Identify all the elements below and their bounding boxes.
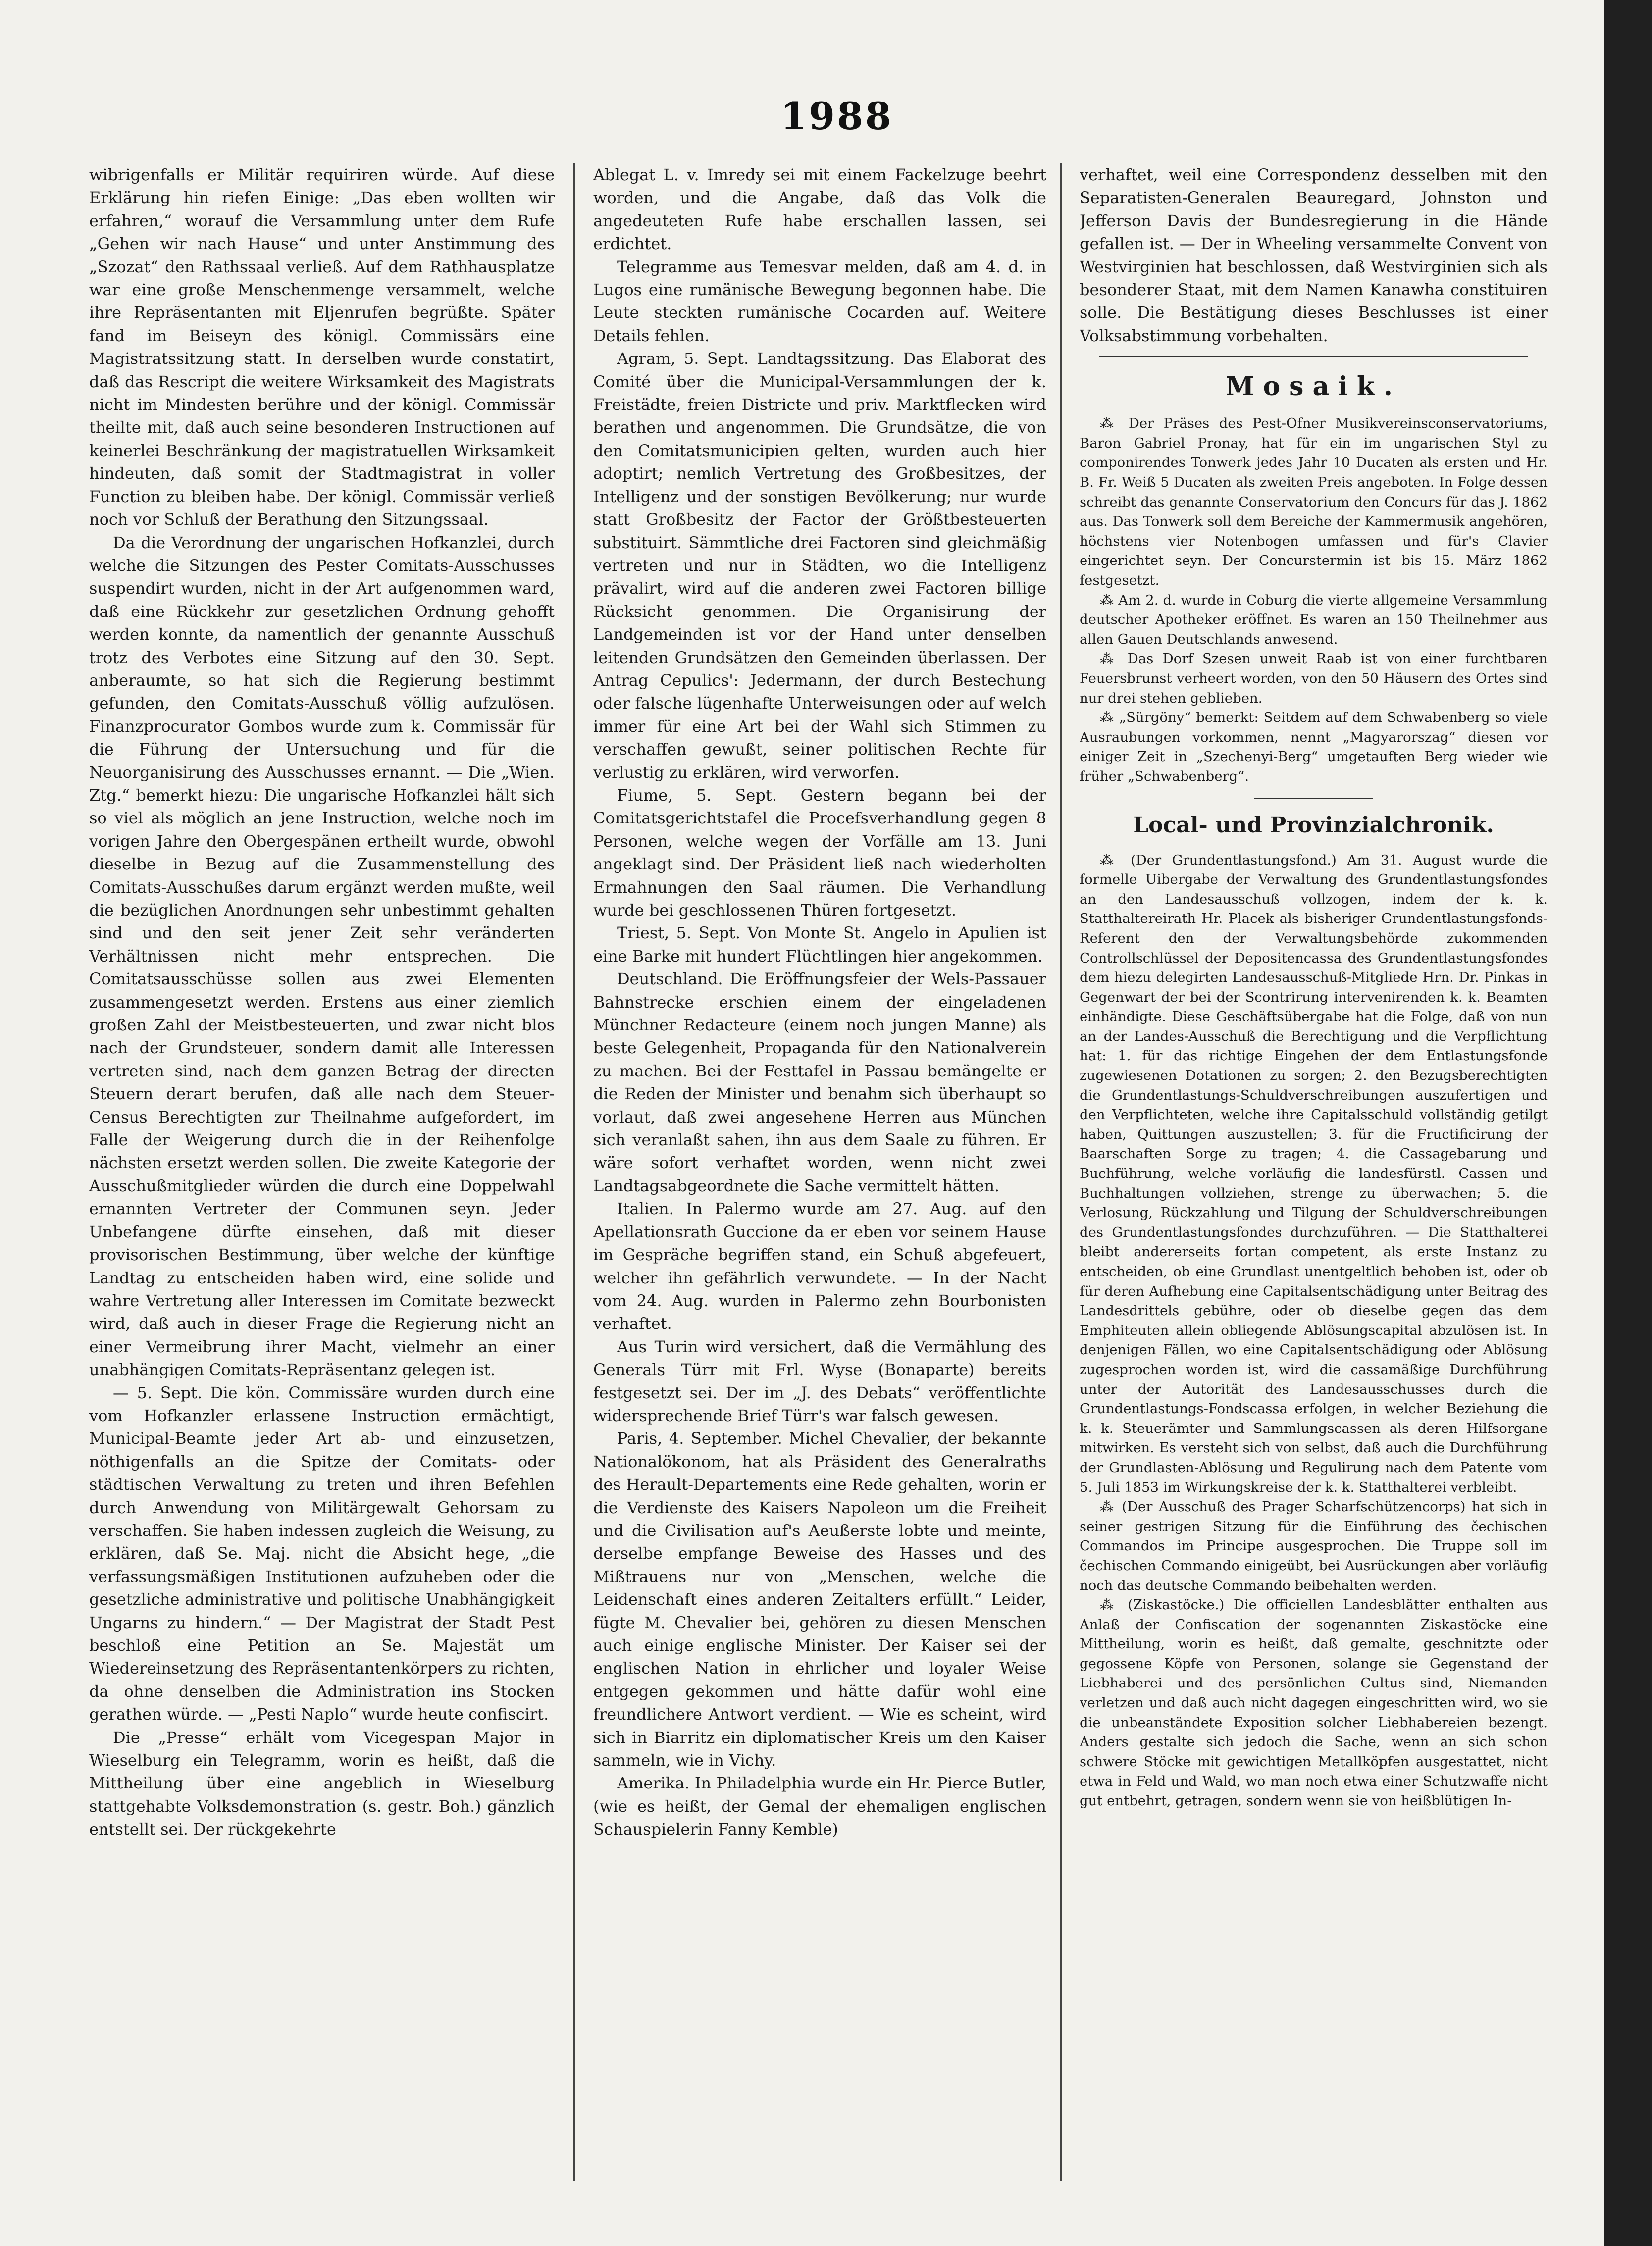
paragraph: verhaftet, weil eine Correspondenz desselben mit den Separatisten-Generalen Beauregard, Johnston und Jefferson Davis der Bundesregierung in die Hände gefallen ist. — Der in Wheeling versammelte Convent von Westvirginien hat beschlossen, daß Westvirginien sich als besonderer Staat, mit dem Namen Kanawha constituiren solle. Die Bestätigung dieses Beschlusses ist einer Volksabstimmung vorbehalten. <box>1080 165 1548 345</box>
paragraph: Da die Verordnung der ungarischen Hofkanzlei, durch welche die Sitzungen des Pester Comitats-Ausschusses suspendirt wurden, nicht in der Art aufgenommen ward, daß eine Rückkehr zur gesetzlichen Ordnung gehofft werden konnte, da namentlich der genannte Ausschuß trotz des Verbotes eine Sitzung auf den 30. Sept. anberaumte, so hat sich die Regierung bestimmt gefunden, den Comitats-Ausschuß völlig aufzulösen. Finanzprocurator Gombos wurde zum k. Commissär für die Führung der Untersuchung und für die Neuorganisirung des Ausschusses ernannt. — Die „Wien. Ztg.“ bemerkt hiezu: Die ungarische Hofkanzlei hält sich so viel als möglich an jene Instruction, welche noch im vorigen Jahre den Obergespänen ertheilt wurde, obwohl dieselbe in Bezug auf die Zusammenstellung des Comitats-Ausschußes darum ergänzt werden mußte, weil die bezüglichen Anordnungen sehr unbestimmt gehalten sind und den seit jener Zeit sehr veränderten Verhältnissen nicht mehr entsprechen. Die Comitatsausschüsse sollen aus zwei Elementen zusammengesetzt werden. Erstens aus einer ziemlich großen Zahl der Meistbesteuerten, und zwar nicht blos nach der Grundsteuer, sondern damit alle Interessen vertreten sind, nach dem ganzen Betrag der directen Steuern derart berufen, daß alle nach dem Steuer-Census Berechtigten zur Theilnahme aufgefordert, im Falle der Weigerung durch die in der Reihenfolge nächsten ersetzt werden sollen. Die zweite Kategorie der Ausschußmitglieder würden die durch eine Doppelwahl ernannten Vertreter der Communen seyn. Jeder Unbefangene dürfte einsehen, daß mit dieser provisorischen Bestimmung, über welche der künftige Landtag zu entscheiden haben wird, eine solide und wahre Vertretung aller Interessen im Comitate bezweckt wird, daß auch in dieser Frage die Regierung nicht an einer Vermeibrung ihrer Macht, vielmehr an einer unabhängigen Comitats-Repräsentanz gelegen ist. <box>89 533 555 1379</box>
news-item: ⁂ Am 2. d. wurde in Coburg die vierte allgemeine Versammlung deutscher Apotheker eröffnet. Es waren an 150 Theilnehmer aus allen Gauen Deutschlands anwesend. <box>1080 592 1548 647</box>
news-item: ⁂ (Der Grundentlastungsfond.) Am 31. August wurde die formelle Uibergabe der Verwaltung des Grundentlastungsfondes an den Landesausschuß vollzogen, indem der k. k. Statthaltereirath Hr. Placek als bisheriger Grundentlastungsfonds-Referent den der Verwaltungsbehörde zukommenden Controllschlüssel der Depositencassa des Grundentlastungsfondes dem hiezu delegirten Landesausschuß-Mitgliede Hrn. Dr. Pinkas in Gegenwart der bei der Scontrirung intervenirenden k. k. Beamten einhändigte. Diese Geschäftsübergabe hat die Folge, daß von nun an der Landes-Ausschuß die Berechtigung und die Verpflichtung hat: 1. für das richtige Eingehen der dem Entlastungsfonde zugewiesenen Dotationen zu sorgen; 2. den Bezugsberechtigten die Grundentlastungs-Schuldverschreibungen auszufertigen und den Verpflichteten, welche ihre Capitalsschuld vollständig getilgt haben, Quittungen auszustellen; 3. für die Fructificirung der Baarschaften Sorge zu tragen; 4. die Cassagebarung und Buchführung, welche vorläufig die landesfürstl. Cassen und Buchhaltungen vollziehen, strenge zu überwachen; 5. die Verlosung, Rückzahlung und Tilgung der Schuldverschreibungen des Grundentlastungsfondes durchzuführen. — Die Statthalterei bleibt andererseits fortan competent, als erste Instanz zu entscheiden, ob eine Grundlast unentgeltlich behoben ist, oder ob für deren Aufhebung eine Capitalsentschädigung unter Beitrag des Landesdrittels gebühre, oder ob dieselbe gegen das dem Emphiteuten allein obliegende Ablösungscapital abzulösen ist. In denjenigen Fällen, wo eine Capitalsentschädigung oder Ablösung zugesprochen worden ist, wird die cassamäßige Durchführung unter der Autorität des Landesausschusses durch die Grundentlastungs-Fondscassa erfolgen, in welcher Beziehung die k. k. Steuerämter und Sammlungscassen als deren Hilfsorgane mitwirken. Es versteht sich von selbst, daß auch die Durchführung der Grundlasten-Ablösung und Regulirung nach dem Patente vom 5. Juli 1853 im Wirkungskreise der k. k. Statthalterei verbleibt. <box>1080 852 1548 1495</box>
page-number: 1988 <box>780 94 893 138</box>
paragraph: Die „Presse“ erhält vom Vicegespan Major in Wieselburg ein Telegramm, worin es heißt, daß die Mittheilung über eine angeblich in Wieselburg stattgehabte Volksdemonstration (s. gestr. Boh.) gänzlich entstellt sei. Der rückgekehrte <box>89 1728 555 1839</box>
column-2 <box>593 163 1046 2184</box>
column-3 <box>1080 163 1548 2184</box>
paragraph: Agram, 5. Sept. Landtagssitzung. Das Elaborat des Comité über die Municipal-Versammlungen der k. Freistädte, freien Districte und priv. Marktflecken wird berathen und angenommen. Die Grundsätze, die von den Comitatsmunicipien gelten, wurden auch hier adoptirt; nemlich Vertretung des Großbesitzes, der Intelligenz und der sonstigen Bevölkerung; nur wurde statt Großbesitz der Factor der Größtbesteuerten substituirt. Sämmtliche drei Factoren sind gleichmäßig vertreten und nur in Städten, wo die Intelligenz prävalirt, wird auf die anderen zwei Factoren billige Rücksicht genommen. Die Organisirung der Landgemeinden ist vor der Hand unter denselben leitenden Grundsätzen den Gemeinden überlassen. Der Antrag Cepulics': Jedermann, der durch Bestechung oder falsche lügenhafte Unterweisungen oder auf welch immer für eine Art bei der Wahl sich Stimmen zu verschaffen gewußt, seiner politischen Rechte für verlustig zu erklären, wird verworfen. <box>593 349 1046 782</box>
paragraph: Paris, 4. September. Michel Chevalier, der bekannte Nationalökonom, hat als Präsident des Generalraths des Herault-Departements eine Rede gehalten, worin er die Verdienste des Kaisers Napoleon um die Freiheit und die Civilisation auf's Aeußerste lobte und meinte, derselbe empfange Beweise des Hasses und des Mißtrauens nur von „Menschen, welche die Leidenschaft eines anderen Zeitalters erfüllt.“ Leider, fügte M. Chevalier bei, gehören zu diesen Menschen auch einige englische Minister. Der Kaiser sei der englischen Nation in ehrlicher und loyaler Weise entgegen gekommen und hätte dafür wohl eine freundlichere Antwort verdient. — Wie es scheint, wird sich in Biarritz ein diplomatischer Kreis um den Kaiser sammeln, wie in Vichy. <box>593 1429 1046 1770</box>
paragraph: Triest, 5. Sept. Von Monte St. Angelo in Apulien ist eine Barke mit hundert Flüchtlingen hier angekommen. <box>593 923 1046 966</box>
mosaik-heading: Mosaik. <box>1225 371 1402 402</box>
mosaik-section <box>1080 414 1548 786</box>
news-item: ⁂ Der Präses des Pest-Ofner Musikvereinsconservatoriums, Baron Gabriel Pronay, hat für ein im ungarischen Styl zu componirendes Tonwerk jedes Jahr 10 Ducaten als ersten und Hr. B. Fr. Weiß 5 Ducaten als zweiten Preis angeboten. In Folge dessen schreibt das genannte Conservatorium den Concurs für das J. 1862 aus. Das Tonwerk soll dem Bereiche der Kammermusik angehören, höchstens vier Notenbogen umfassen und für's Clavier eingerichtet seyn. Der Concurstermin ist bis 15. März 1862 festgesetzt. <box>1080 415 1548 588</box>
paragraph: wibrigenfalls er Militär requiriren würde. Auf diese Erklärung hin riefen Einige: „Das eben wollten wir erfahren,“ worauf die Versammlung unter dem Rufe „Gehen wir nach Hause“ und unter Anstimmung des „Szozat“ den Rathssaal verließ. Auf dem Rathhausplatze war eine große Menschenmenge versammelt, welche ihre Repräsentanten mit Eljenrufen begrüßte. Später fand im Beiseyn des königl. Commissärs eine Magistratssitzung statt. In derselben wurde constatirt, daß das Rescript die weitere Wirksamkeit des Magistrats nicht im Mindesten berühre und der königl. Commissär theilte mit, daß auch seine besonderen Instructionen auf keinerlei Beschränkung der magistratuellen Wirksamkeit hindeuten, daß somit der Stadtmagistrat in voller Function zu bleiben habe. Der königl. Commissär verließ noch vor Schluß der Berathung den Sitzungssaal. <box>89 165 555 529</box>
local-chronicle-heading: Local- und Provinzialchronik. <box>1133 812 1494 838</box>
column-rule <box>573 163 575 2181</box>
news-item: ⁂ (Der Ausschuß des Prager Scharfschützencorps) hat sich in seiner gestrigen Sitzung für die Einführung des čechischen Commandos im Principe ausgesprochen. Die Truppe soll im čechischen Commando einigeübt, bei Ausrückungen aber vorläufig noch das deutsche Commando beibehalten werden. <box>1080 1499 1548 1593</box>
local-chronicle-section <box>1080 851 1548 1811</box>
column-1 <box>89 163 555 2184</box>
paragraph: Deutschland. Die Eröffnungsfeier der Wels-Passauer Bahnstrecke erschien einem der eingeladenen Münchner Redacteure (einem noch jungen Manne) als beste Gelegenheit, Propaganda für den Nationalverein zu machen. Bei der Festtafel in Passau bemängelte er die Reden der Minister und benahm sich überhaupt so vorlaut, daß zwei angesehene Herren aus München sich veranlaßt sahen, ihn aus dem Saale zu führen. Er wäre sofort verhaftet worden, wenn nicht zwei Landtagsabgeordnete die Sache vermittelt hätten. <box>593 970 1046 1195</box>
paragraph: Amerika. In Philadelphia wurde ein Hr. Pierce Butler, (wie es heißt, der Gemal der ehemaligen englischen Schauspielerin Fanny Kemble) <box>593 1774 1046 1839</box>
scan-border <box>1604 0 1652 2246</box>
paragraph: Italien. In Palermo wurde am 27. Aug. auf den Apellationsrath Guccione da er eben vor seinem Hause im Gespräche begriffen stand, ein Schuß abgefeuert, welcher ihn gefährlich verwundete. — In der Nacht vom 24. Aug. wurden in Palermo zehn Bourbonisten verhaftet. <box>593 1199 1046 1333</box>
news-item: ⁂ (Ziskastöcke.) Die officiellen Landesblätter enthalten aus Anlaß der Confiscation der sogenannten Ziskastöcke eine Mittheilung, worin es heißt, daß gemalte, geschnitzte oder gegossene Köpfe von Personen, solange sie Gegenstand der Liebhaberei und des persönlichen Cultus sind, Niemanden verletzen und daß auch nicht dagegen eingeschritten wird, wo sie die unbeanständete Exposition solcher Liebhabereien bezengt. Anders gestalte sich jedoch die Sache, wenn an sich schon schwere Stöcke mit gewichtigen Metallköpfen ausgestattet, nicht etwa in Feld und Wald, wo man noch etwa einer Schutzwaffe nicht gut entbehrt, getragen, sondern wenn sie von heißblütigen In- <box>1080 1597 1548 1809</box>
paragraph: Fiume, 5. Sept. Gestern begann bei der Comitatsgerichtstafel die Procefsverhandlung gegen 8 Personen, welche wegen der Vorfälle am 13. Juni angeklagt sind. Der Präsident ließ nach wiederholten Ermahnungen den Saal räumen. Die Verhandlung wurde bei geschlossenen Thüren fortgesetzt. <box>593 785 1046 919</box>
paragraph: Telegramme aus Temesvar melden, daß am 4. d. in Lugos eine rumänische Bewegung begonnen habe. Die Leute steckten rumänische Cocarden auf. Weitere Details fehlen. <box>593 257 1046 345</box>
paragraph: Ablegat L. v. Imredy sei mit einem Fackelzuge beehrt worden, und die Angabe, daß das Volk die angedeuteten Rufe habe erschallen lassen, sei erdichtet. <box>593 165 1046 254</box>
news-item: ⁂ Das Dorf Szesen unweit Raab ist von einer furchtbaren Feuersbrunst verheert worden, von den 50 Häusern des Ortes sind nur drei stehen geblieben. <box>1080 651 1548 706</box>
section-divider <box>1099 356 1528 360</box>
news-item: ⁂ „Sürgöny“ bemerkt: Seitdem auf dem Schwabenberg so viele Ausraubungen vorkommen, nennt „Magyarorszag“ diesen vor einiger Zeit in „Szechenyi-Berg“ umgetauften Berg wieder wie früher „Schwabenberg“. <box>1080 710 1548 784</box>
paragraph: — 5. Sept. Die kön. Commissäre wurden durch eine vom Hofkanzler erlassene Instruction ermächtigt, Municipal-Beamte jeder Art ab- und einzusetzen, nöthigenfalls an die Spitze der Comitats- oder städtischen Verwaltung zu treten und ihren Befehlen durch Anwendung von Militärgewalt Gehorsam zu verschaffen. Sie haben indessen zugleich die Weisung, zu erklären, daß Se. Maj. nicht die Absicht hege, „die verfassungsmäßigen Institutionen aufzuheben oder die gesetzliche administrative und politische Unabhängigkeit Ungarns zu hindern.“ — Der Magistrat der Stadt Pest beschloß eine Petition an Se. Majestät um Wiedereinsetzung des Repräsentantenkörpers zu richten, da ohne denselben die Administration ins Stocken gerathen würde. — „Pesti Naplo“ wurde heute confiscirt. <box>89 1383 555 1724</box>
column-rule <box>1060 163 1062 2181</box>
paragraph: Aus Turin wird versichert, daß die Vermählung des Generals Türr mit Frl. Wyse (Bonaparte) bereits festgesetzt sei. Der im „J. des Debats“ veröffentlichte widersprechende Brief Türr's war falsch gewesen. <box>593 1337 1046 1425</box>
section-divider <box>1254 798 1373 799</box>
